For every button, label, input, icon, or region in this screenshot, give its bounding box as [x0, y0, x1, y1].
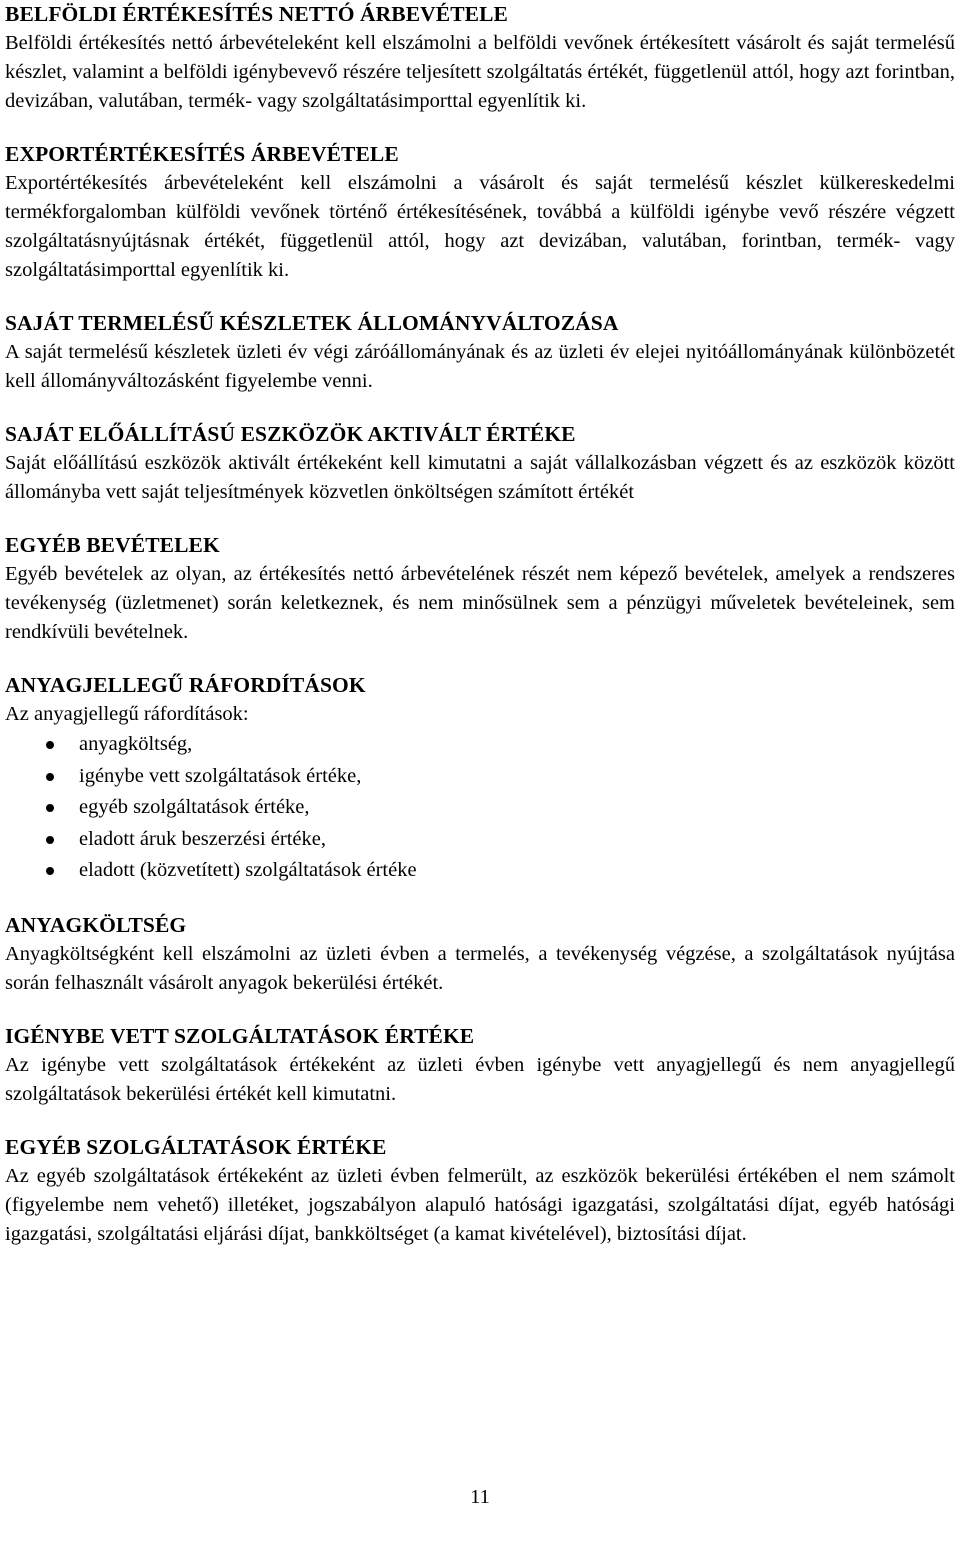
list-item [5, 729, 955, 761]
section-belfoldi-ertekesites [5, 0, 955, 116]
bullet-icon [46, 773, 54, 781]
page-number: 11 [470, 1486, 490, 1508]
section-heading: EXPORTÉRTÉKESÍTÉS ÁRBEVÉTELE [5, 142, 399, 166]
list-item [5, 792, 955, 824]
bullet-icon [46, 867, 54, 875]
section-heading: EGYÉB BEVÉTELEK [5, 533, 220, 557]
section-keszletek-allomanyvaltozasa [5, 309, 955, 396]
section-paragraph: Az egyéb szolgáltatások értékeként az üzleti évben felmerült, az eszközök bekerülési értékében el nem számolt (figyelembe nem vehető) illetéket, jogszabályon alapuló hatósági igazgatási, szolgáltatási díjat, egyéb hatósági igazgatási, szolgáltatási eljárási díjat, bankköltséget (a kamat kivételével), biztosítási díjat. [5, 1164, 955, 1245]
section-egyeb-szolgaltatasok [5, 1133, 955, 1249]
list-item-label: igénybe vett szolgáltatások értéke, [79, 764, 362, 787]
section-heading: BELFÖLDI ÉRTÉKESÍTÉS NETTÓ ÁRBEVÉTELE [5, 2, 508, 26]
section-paragraph: Belföldi értékesítés nettó árbevételeként kell elszámolni a belföldi vevőnek értékesített vásárolt és saját termelésű készlet, valamint a belföldi igénybevevő részére teljesített szolgáltatás értékét, függetlenül attól, hogy azt forintban, devizában, valutában, termék- vagy szolgáltatásimporttal egyenlítik ki. [5, 32, 955, 112]
list-item-label: eladott (közvetített) szolgáltatások értéke [79, 859, 417, 881]
section-egyeb-bevetelek [5, 531, 955, 647]
list-item-label: eladott áruk beszerzési értéke, [79, 827, 327, 850]
list-item-label: egyéb szolgáltatások értéke, [79, 796, 310, 818]
section-paragraph: Exportértékesítés árbevételeként kell elszámolni a vásárolt és saját termelésű készlet külkereskedelmi termékforgalomban külföldi vevőnek történő értékesítésének, továbbá a külföldi igénybe vevő részére végzett szolgáltatásnyújtásnak értékét, függetlenül attól, hogy azt devizában, valutában, forintban, termék- vagy szolgáltatásimporttal egyenlítik ki. [5, 172, 955, 281]
section-heading: SAJÁT TERMELÉSŰ KÉSZLETEK ÁLLOMÁNYVÁLTOZÁSA [5, 311, 619, 335]
bullet-icon [46, 836, 54, 844]
section-heading: IGÉNYBE VETT SZOLGÁLTATÁSOK ÉRTÉKE [5, 1023, 475, 1048]
bullet-icon [46, 741, 54, 749]
section-paragraph: Saját előállítású eszközök aktivált értékeként kell kimutatni a saját vállalkozásban végzett és az eszközök között állományba vett saját teljesítmények közvetlen önköltségen számított értékét [5, 452, 955, 503]
section-exportertekesites [5, 140, 955, 285]
section-heading: ANYAGKÖLTSÉG [5, 912, 187, 937]
section-igenybe-vett-szolgaltatasok [5, 1022, 955, 1109]
section-paragraph: A saját termelésű készletek üzleti év végi záróállományának és az üzleti év elejei nyitóállományának különbözetét kell állományváltozásként figyelembe venni. [5, 341, 955, 392]
section-heading: EGYÉB SZOLGÁLTATÁSOK ÉRTÉKE [5, 1134, 387, 1159]
bullet-list [5, 729, 955, 887]
section-paragraph: Anyagköltségként kell elszámolni az üzleti évben a termelés, a tevékenység végzése, a szolgáltatások nyújtása során felhasznált vásárolt anyagok bekerülési értékét. [5, 942, 955, 994]
list-item [5, 761, 955, 793]
document-page [5, 0, 955, 1249]
section-paragraph: Az anyagjellegű ráfordítások: [5, 703, 249, 725]
section-paragraph: Egyéb bevételek az olyan, az értékesítés nettó árbevételének részét nem képező bevételek, amelyek a rendszeres tevékenység (üzletmenet) során keletkeznek, és nem minősülnek sem a pénzügyi műveletek bevételeinek, sem rendkívüli bevételnek. [5, 563, 955, 643]
section-anyagjellegu-raforditasok [5, 671, 955, 887]
section-heading: SAJÁT ELŐÁLLÍTÁSÚ ESZKÖZÖK AKTIVÁLT ÉRTÉKE [5, 422, 576, 446]
section-anyagkoltseg [5, 911, 955, 998]
list-item-label: anyagköltség, [79, 733, 193, 755]
section-heading: ANYAGJELLEGŰ RÁFORDÍTÁSOK [5, 673, 366, 697]
bullet-icon [46, 804, 54, 812]
list-item [5, 824, 955, 856]
section-aktivalt-ertek [5, 420, 955, 507]
section-paragraph: Az igénybe vett szolgáltatások értékeként az üzleti évben igénybe vett anyagjellegű és nem anyagjellegű szolgáltatások bekerülési értékét kell kimutatni. [5, 1053, 955, 1105]
list-item [5, 855, 955, 887]
